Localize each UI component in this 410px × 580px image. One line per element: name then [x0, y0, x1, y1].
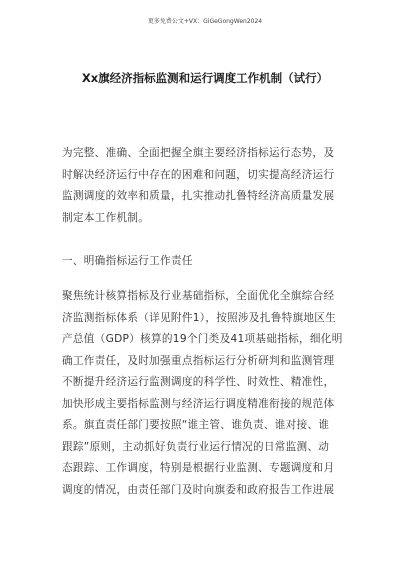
body-line: 调度的情况，由责任部门及时向旗委和政府报告工作进展 [62, 483, 335, 496]
body-line: 加快形成主要指标监测与经济运行调度精准衔接的规范体 [62, 397, 335, 410]
body-line: 系。旗直责任部门要按照“谁主管、谁负责、谁对接、谁 [62, 419, 330, 431]
body-line: 产总值（GDP）核算的19个门类及41项基础指标，细化明 [62, 333, 343, 345]
section1-paragraph [62, 286, 349, 501]
body-line: 济监测指标体系（详见附件1），按照涉及扎鲁特旗地区生 [62, 311, 337, 324]
body-line: 跟踪”原则，主动抓好负责行业运行情况的日常监测、动 [62, 440, 330, 453]
header-note: 更多免费公文+VX：GiGeGongWen2024 [147, 18, 263, 25]
intro-line: 为完整、准确、全面把握全旗主要经济指标运行态势，及 [62, 147, 335, 159]
body-line: 态跟踪、工作调度，特别是根据行业监测、专题调度和月 [62, 462, 335, 474]
intro-line: 制定本工作机制。 [62, 211, 150, 224]
intro-paragraph [62, 143, 349, 229]
body-line: 不断提升经济运行监测调度的科学性、时效性、精准性， [62, 376, 335, 388]
body-line: 聚焦统计核算指标及行业基础指标，全面优化全旗综合经 [62, 290, 335, 302]
intro-line: 监测调度的效率和质量，扎实推动扎鲁特经济高质量发展 [62, 190, 335, 202]
body-line: 确工作责任，及时加强重点指标运行分析研判和监测管理 [62, 354, 335, 367]
document-title: Xx旗经济指标监测和运行调度工作机制（试行） [81, 71, 329, 85]
intro-line: 时解决经济运行中存在的困难和问题，切实提高经济运行 [62, 168, 335, 181]
section-heading: 一、明确指标运行工作责任 [62, 255, 193, 267]
